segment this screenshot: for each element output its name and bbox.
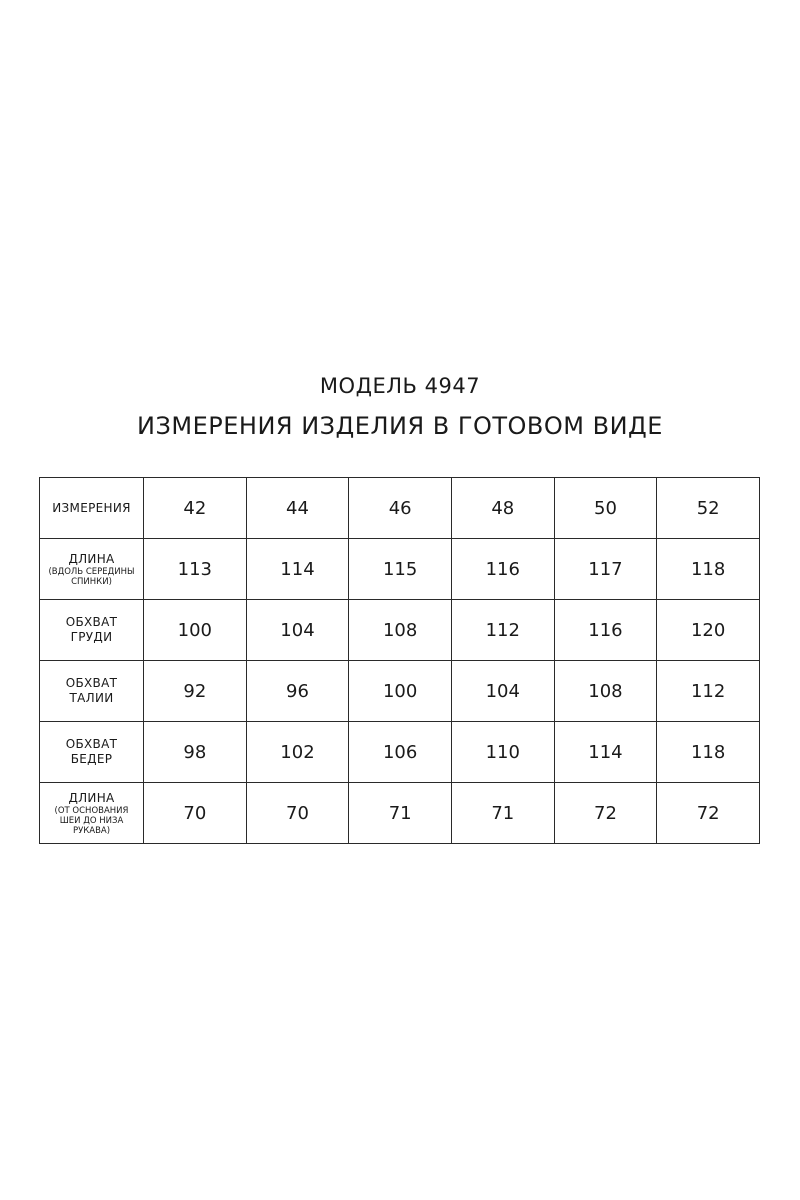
row-label-cell bbox=[40, 600, 144, 661]
value-cell: 114 bbox=[554, 722, 657, 783]
value-cell: 104 bbox=[246, 600, 349, 661]
value-cell: 71 bbox=[451, 783, 554, 844]
value-cell: 96 bbox=[246, 661, 349, 722]
row-label-cell bbox=[40, 722, 144, 783]
row-label-cell bbox=[40, 783, 144, 844]
header-label: ИЗМЕРЕНИЯ bbox=[52, 500, 131, 515]
size-cell: 52 bbox=[657, 478, 760, 539]
value-cell: 115 bbox=[349, 539, 452, 600]
row-label-cell bbox=[40, 539, 144, 600]
value-cell: 112 bbox=[657, 661, 760, 722]
row-label: ТАЛИИ bbox=[69, 691, 114, 705]
value-cell: 70 bbox=[144, 783, 247, 844]
value-cell: 116 bbox=[451, 539, 554, 600]
value-cell: 112 bbox=[451, 600, 554, 661]
value-cell: 100 bbox=[144, 600, 247, 661]
row-sublabel: ШЕИ ДО НИЗА bbox=[59, 815, 124, 826]
row-sublabel: (ОТ ОСНОВАНИЯ bbox=[54, 805, 129, 816]
value-cell: 113 bbox=[144, 539, 247, 600]
value-cell: 108 bbox=[349, 600, 452, 661]
header-label-cell bbox=[40, 478, 144, 539]
table-row-waist bbox=[40, 661, 760, 722]
value-cell: 70 bbox=[246, 783, 349, 844]
value-cell: 118 bbox=[657, 539, 760, 600]
size-cell: 44 bbox=[246, 478, 349, 539]
row-sublabel: СПИНКИ) bbox=[71, 576, 112, 587]
row-label: ОБХВАТ bbox=[65, 615, 118, 629]
value-cell: 100 bbox=[349, 661, 452, 722]
row-label: ДЛИНА bbox=[68, 551, 115, 566]
value-cell: 102 bbox=[246, 722, 349, 783]
value-cell: 120 bbox=[657, 600, 760, 661]
page-title: ИЗМЕРЕНИЯ ИЗДЕЛИЯ В ГОТОВОМ ВИДЕ bbox=[137, 412, 663, 440]
row-sublabel: (ВДОЛЬ СЕРЕДИНЫ bbox=[48, 566, 135, 577]
row-label: ОБХВАТ bbox=[65, 676, 118, 690]
value-cell: 98 bbox=[144, 722, 247, 783]
table-row-sleeve-length bbox=[40, 783, 760, 844]
value-cell: 104 bbox=[451, 661, 554, 722]
table-row-hips bbox=[40, 722, 760, 783]
value-cell: 92 bbox=[144, 661, 247, 722]
value-cell: 117 bbox=[554, 539, 657, 600]
value-cell: 106 bbox=[349, 722, 452, 783]
model-title: МОДЕЛЬ 4947 bbox=[319, 374, 481, 398]
value-cell: 108 bbox=[554, 661, 657, 722]
value-cell: 116 bbox=[554, 600, 657, 661]
size-cell: 48 bbox=[451, 478, 554, 539]
value-cell: 72 bbox=[657, 783, 760, 844]
row-label-cell bbox=[40, 661, 144, 722]
row-label: ОБХВАТ bbox=[65, 737, 118, 751]
value-cell: 72 bbox=[554, 783, 657, 844]
row-label: ГРУДИ bbox=[70, 630, 113, 644]
table-header-row bbox=[40, 478, 760, 539]
row-label: ДЛИНА bbox=[68, 790, 115, 805]
size-cell: 50 bbox=[554, 478, 657, 539]
size-cell: 42 bbox=[144, 478, 247, 539]
size-chart-table bbox=[39, 477, 760, 844]
value-cell: 110 bbox=[451, 722, 554, 783]
value-cell: 118 bbox=[657, 722, 760, 783]
row-sublabel: РУКАВА) bbox=[72, 825, 111, 836]
table-row-back-length bbox=[40, 539, 760, 600]
size-cell: 46 bbox=[349, 478, 452, 539]
value-cell: 71 bbox=[349, 783, 452, 844]
value-cell: 114 bbox=[246, 539, 349, 600]
row-label: БЕДЕР bbox=[70, 752, 113, 766]
table-row-chest bbox=[40, 600, 760, 661]
